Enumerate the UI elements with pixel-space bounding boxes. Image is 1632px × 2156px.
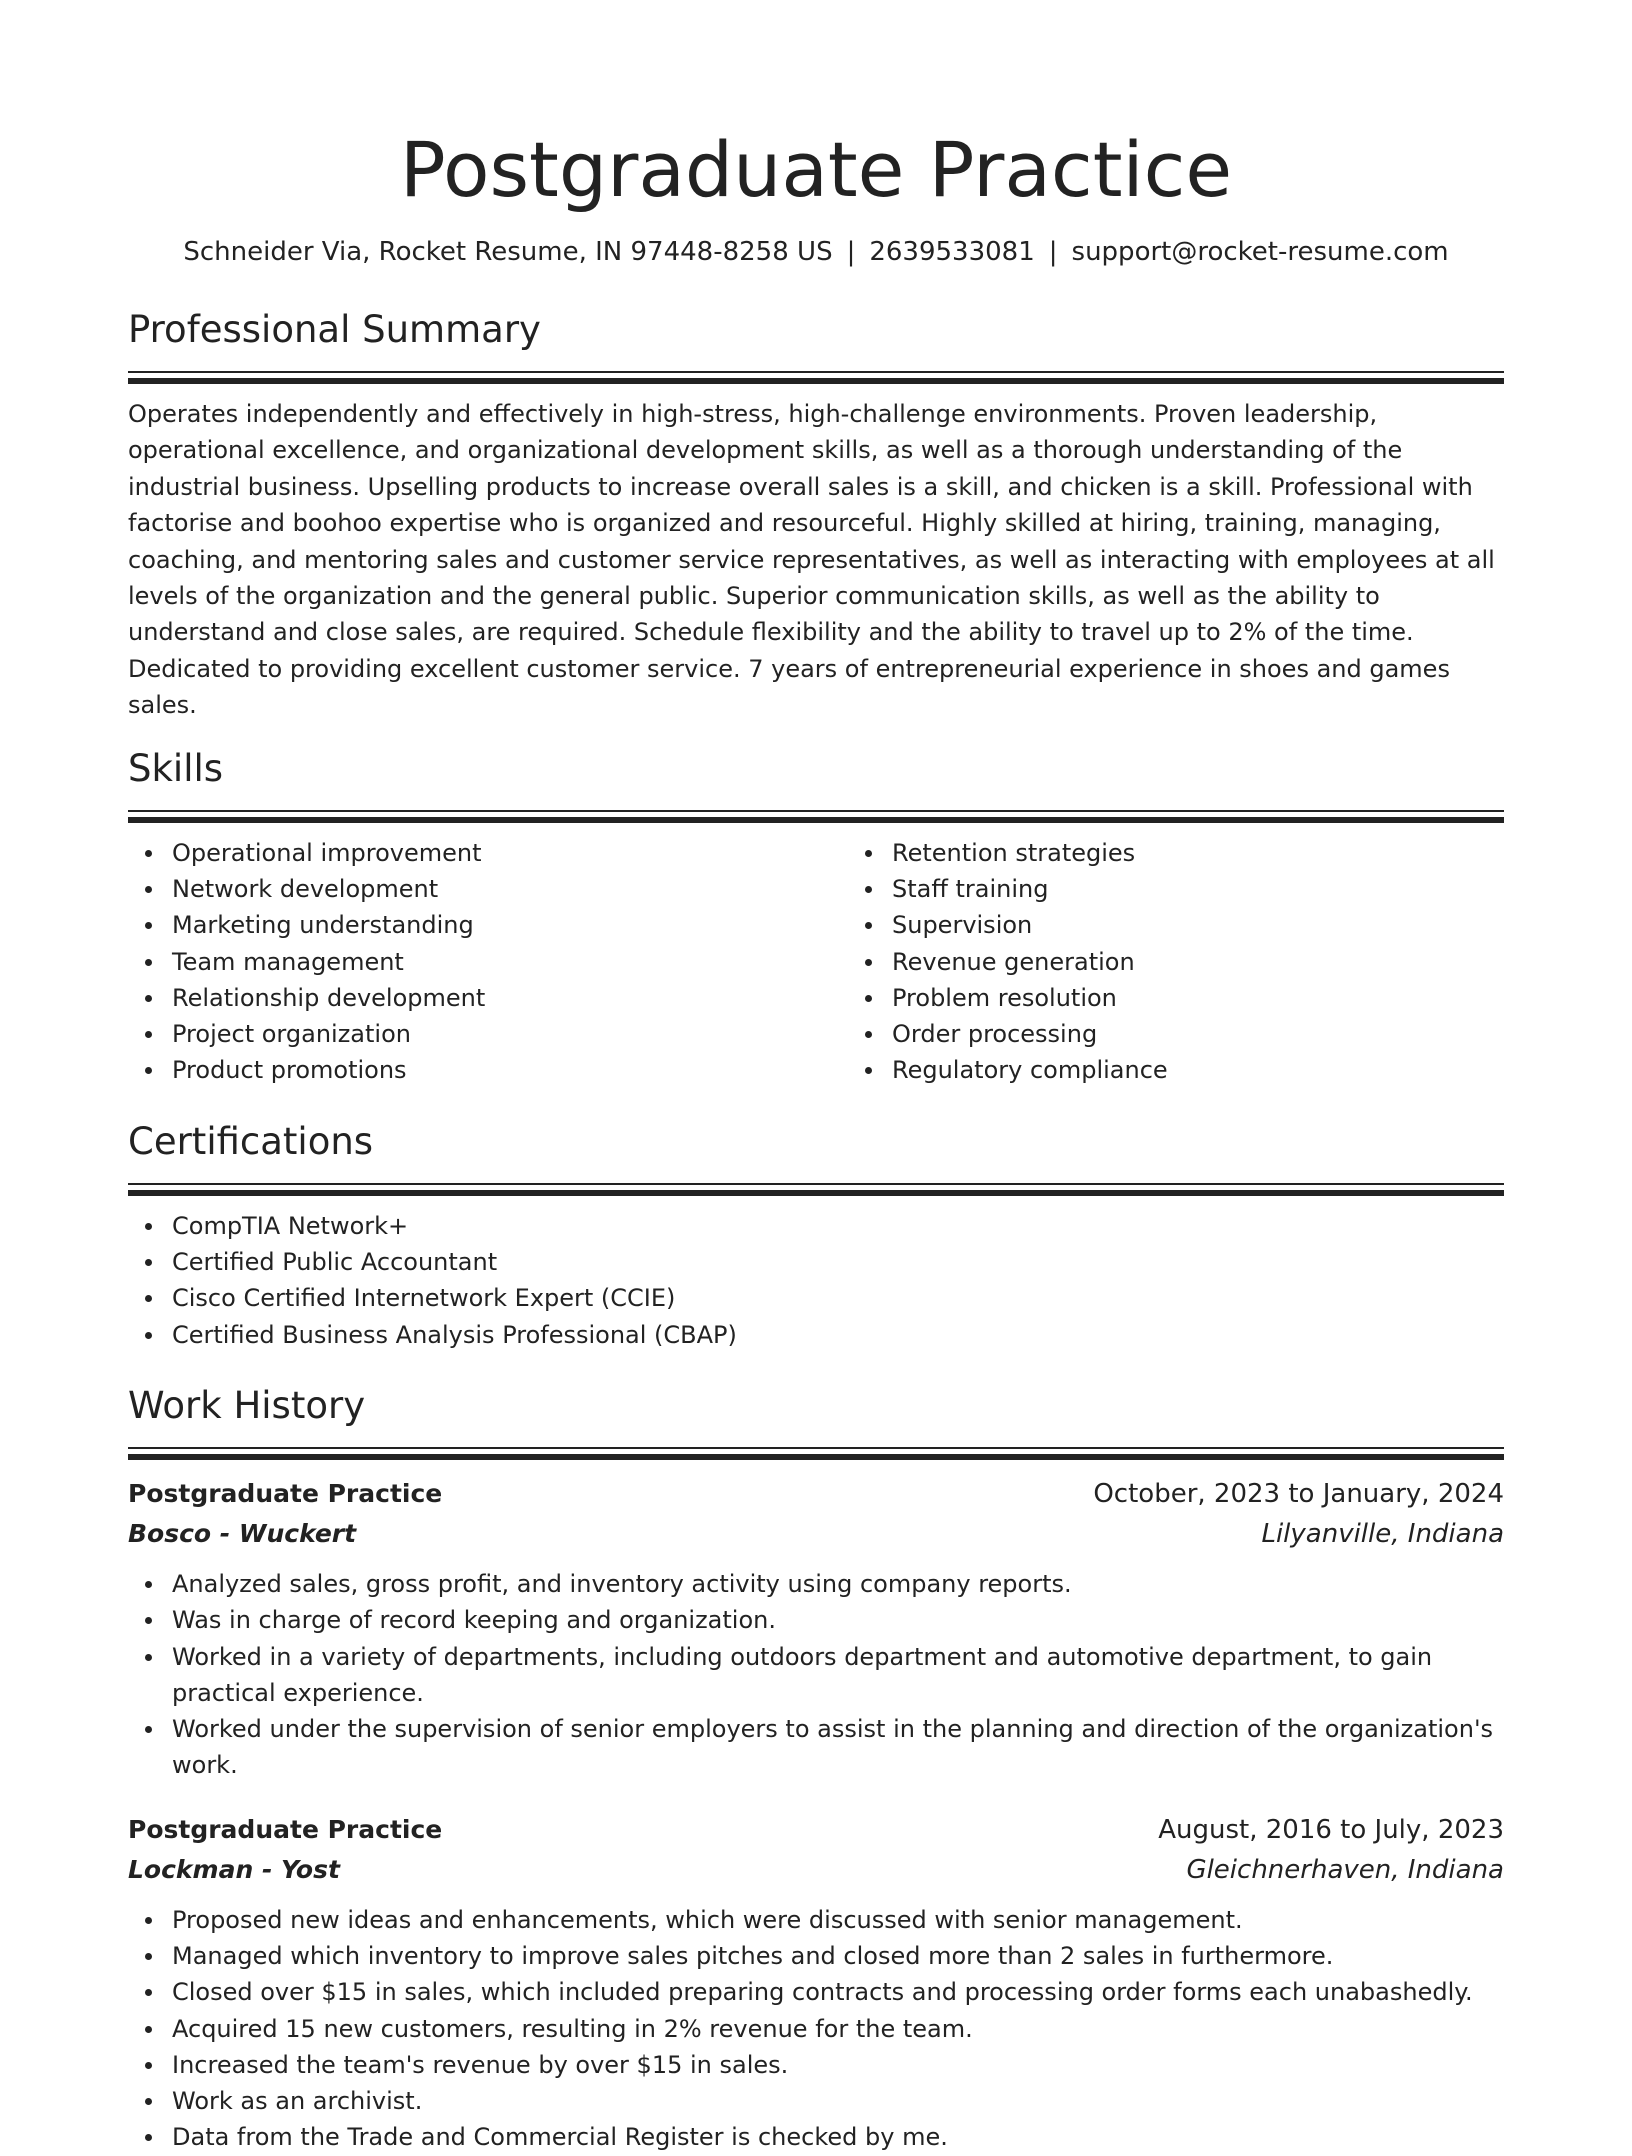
job-company: Bosco - Wuckert [128, 1518, 357, 1548]
job-bullet: Proposed new ideas and enhancements, which were discussed with senior management. [172, 1902, 1504, 1938]
certification-item: CompTIA Network+ [172, 1208, 1504, 1244]
certification-item: Certified Business Analysis Professional (CBAP) [172, 1317, 1504, 1353]
summary-heading: Professional Summary [128, 308, 541, 351]
contact-separator: | [1048, 237, 1058, 267]
skills-heading: Skills [128, 746, 224, 790]
skills-list-right [848, 835, 1568, 1089]
job-dates: October, 2023 to January, 2024 [1093, 1478, 1504, 1509]
contact-line [128, 234, 1504, 270]
section-divider [128, 371, 1504, 384]
skill-item: Operational improvement [172, 835, 848, 871]
contact-email: support@rocket-resume.com [1071, 237, 1449, 267]
job-company-row [128, 1514, 1504, 1554]
job-title: Postgraduate Practice [128, 1478, 443, 1508]
job-bullet: Worked in a variety of departments, including outdoors department and automotive department, to gain practical experience. [172, 1639, 1504, 1712]
skill-item: Problem resolution [892, 980, 1568, 1016]
job-bullets [128, 1902, 1504, 2156]
contact-separator: | [846, 237, 856, 267]
job-company: Lockman - Yost [128, 1854, 340, 1884]
skills-grid [128, 823, 1504, 1089]
skills-section [128, 744, 1504, 1089]
skills-list-left [128, 835, 848, 1089]
skill-item: Supervision [892, 907, 1568, 943]
job-bullet: Analyzed sales, gross profit, and inventory activity using company reports. [172, 1566, 1504, 1602]
skill-item: Team management [172, 944, 848, 980]
job-bullet: Worked under the supervision of senior employers to assist in the planning and direction of the organization's work. [172, 1711, 1504, 1784]
job-bullet: Acquired 15 new customers, resulting in 2% revenue for the team. [172, 2011, 1504, 2047]
job-bullets [128, 1566, 1504, 1784]
section-divider [128, 1183, 1504, 1196]
skill-item: Revenue generation [892, 944, 1568, 980]
job-bullet: Managed which inventory to improve sales pitches and closed more than 2 sales in furthermore. [172, 1938, 1504, 1974]
job-title: Postgraduate Practice [128, 1814, 443, 1844]
job-location: Lilyanville, Indiana [1261, 1518, 1504, 1549]
contact-address: Schneider Via, Rocket Resume, IN 97448-8258 US [183, 237, 833, 267]
job-company-row [128, 1850, 1504, 1890]
section-divider [128, 1447, 1504, 1460]
skill-item: Regulatory compliance [892, 1052, 1568, 1088]
section-divider [128, 810, 1504, 823]
job-bullet: Closed over $15 in sales, which included preparing contracts and processing order forms each unabashedly. [172, 1974, 1504, 2010]
job-bullet: Increased the team's revenue by over $15 in sales. [172, 2047, 1504, 2083]
certifications-list [128, 1208, 1504, 1353]
skill-item: Network development [172, 871, 848, 907]
contact-phone: 2639533081 [869, 237, 1035, 267]
certification-item: Certified Public Accountant [172, 1244, 1504, 1280]
job-entry [128, 1810, 1504, 2156]
summary-text: Operates independently and effectively in high-stress, high-challenge environments. Proven leadership, operational excellence, and organizational development skills, as well as a thorough understanding of the industrial business. Upselling products to increase overall sales is a skill, and chicken is a skill. Professional with factorise and boohoo expertise who is organized and resourceful. Highly skilled at hiring, training, managing, coaching, and mentoring sales and customer service representatives, as well as interacting with employees at all levels of the organization and the general public. Superior communication skills, as well as the ability to understand and close sales, are required. Schedule flexibility and the ability to travel up to 2% of the time. Dedicated to providing excellent customer service. 7 years of entrepreneurial experience in shoes and games sales. [128, 400, 1495, 720]
job-location: Gleichnerhaven, Indiana [1186, 1854, 1504, 1885]
job-entry [128, 1474, 1504, 1784]
summary-section [128, 305, 1504, 724]
job-header-row [128, 1810, 1504, 1850]
certification-item: Cisco Certified Internetwork Expert (CCIE) [172, 1280, 1504, 1316]
job-dates: August, 2016 to July, 2023 [1158, 1814, 1504, 1845]
skill-item: Order processing [892, 1016, 1568, 1052]
skill-item: Product promotions [172, 1052, 848, 1088]
resume-page [128, 0, 1504, 2156]
skill-item: Marketing understanding [172, 907, 848, 943]
skill-item: Retention strategies [892, 835, 1568, 871]
job-bullet: Work as an archivist. [172, 2083, 1504, 2119]
skill-item: Project organization [172, 1016, 848, 1052]
skill-item: Relationship development [172, 980, 848, 1016]
resume-name: Postgraduate Practice [399, 125, 1233, 214]
job-header-row [128, 1474, 1504, 1514]
certifications-heading: Certifications [128, 1119, 374, 1163]
certifications-section [128, 1117, 1504, 1353]
job-bullet: Data from the Trade and Commercial Register is checked by me. [172, 2119, 1504, 2155]
work-history-heading: Work History [128, 1383, 366, 1427]
work-history-section [128, 1381, 1504, 2156]
job-bullet: Was in charge of record keeping and organization. [172, 1602, 1504, 1638]
skill-item: Staff training [892, 871, 1568, 907]
